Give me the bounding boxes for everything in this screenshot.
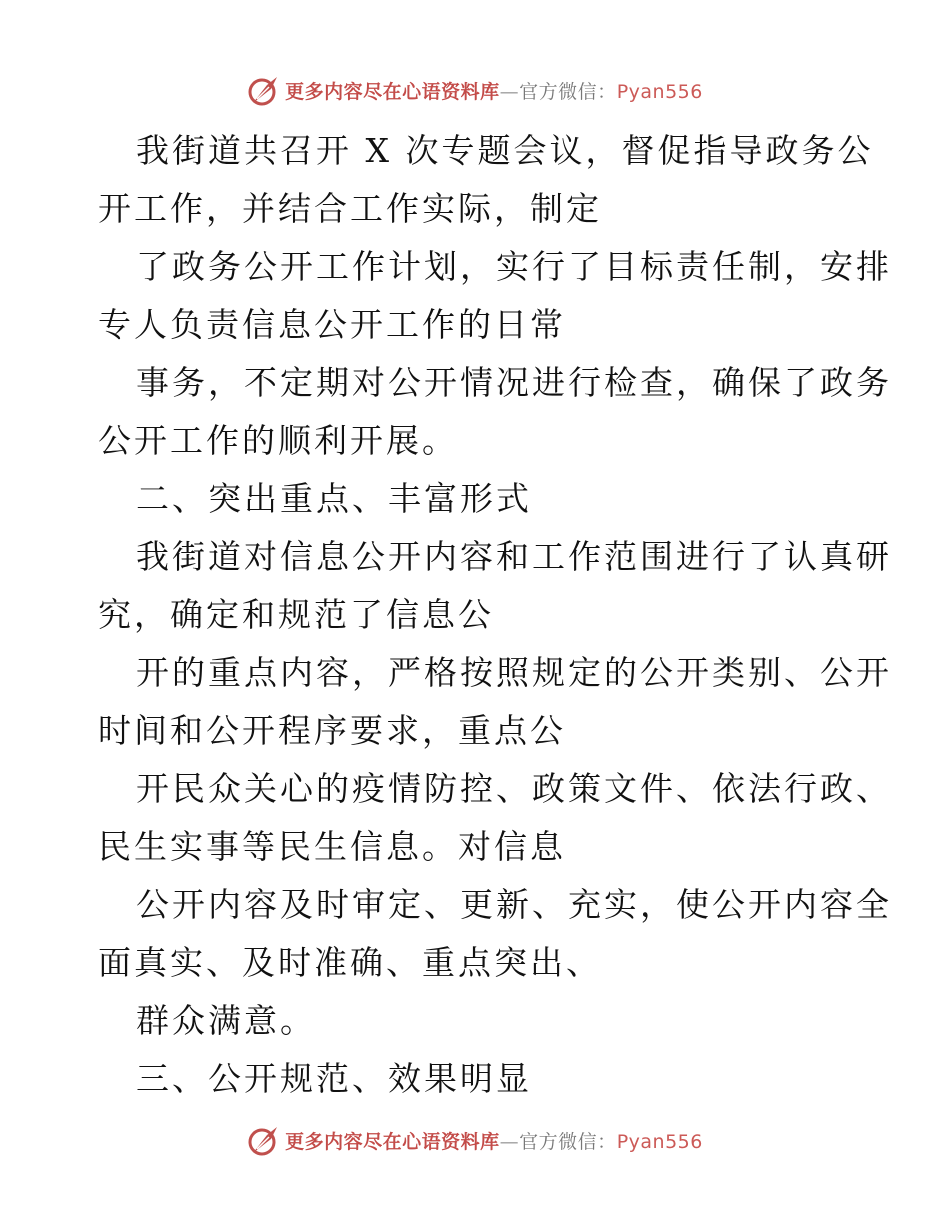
- text-line: 事务，不定期对公开情况进行检查，确保了政务: [136, 363, 892, 402]
- quill-logo-icon: [247, 73, 281, 107]
- text-line: 民生实事等民生信息。对信息: [98, 827, 566, 866]
- text-line: 开民众关心的疫情防控、政策文件、依法行政、: [136, 769, 892, 808]
- banner-separator: —: [499, 1130, 520, 1153]
- text-line: 开的重点内容，严格按照规定的公开类别、公开: [136, 653, 892, 692]
- banner-wechat-label: 官方微信：: [519, 1130, 617, 1153]
- text-line: 公开工作的顺利开展。: [98, 421, 458, 460]
- text-line: 三、公开规范、效果明显: [136, 1059, 532, 1098]
- text-line: 专人负责信息公开工作的日常: [98, 305, 566, 344]
- header-banner: [0, 70, 950, 110]
- quill-logo-icon: [247, 1123, 281, 1157]
- banner-site-name: 更多内容尽在心语资料库: [285, 80, 500, 103]
- banner-wechat-label: 官方微信：: [519, 80, 617, 103]
- document-body: [98, 122, 892, 1108]
- text-line: 群众满意。: [136, 1001, 316, 1040]
- banner-site-name: 更多内容尽在心语资料库: [285, 1130, 500, 1153]
- footer-banner-text: [285, 1127, 703, 1154]
- text-line: 开工作，并结合工作实际，制定: [98, 189, 602, 228]
- footer-banner: [0, 1120, 950, 1160]
- text-line: 究，确定和规范了信息公: [98, 595, 494, 634]
- text-line: 公开内容及时审定、更新、充实，使公开内容全: [136, 885, 892, 924]
- text-line: 我街道对信息公开内容和工作范围进行了认真研: [136, 537, 892, 576]
- text-line: 了政务公开工作计划，实行了目标责任制，安排: [136, 247, 892, 286]
- banner-wechat-id: Pyan556: [616, 1130, 703, 1153]
- text-line: 面真实、及时准确、重点突出、: [98, 943, 602, 982]
- banner-separator: —: [499, 80, 520, 103]
- banner-wechat-id: Pyan556: [616, 80, 703, 103]
- text-line: 我街道共召开 X 次专题会议，督促指导政务公: [136, 131, 874, 170]
- text-line: 二、突出重点、丰富形式: [136, 479, 532, 518]
- header-banner-text: [285, 77, 703, 104]
- text-line: 时间和公开程序要求，重点公: [98, 711, 566, 750]
